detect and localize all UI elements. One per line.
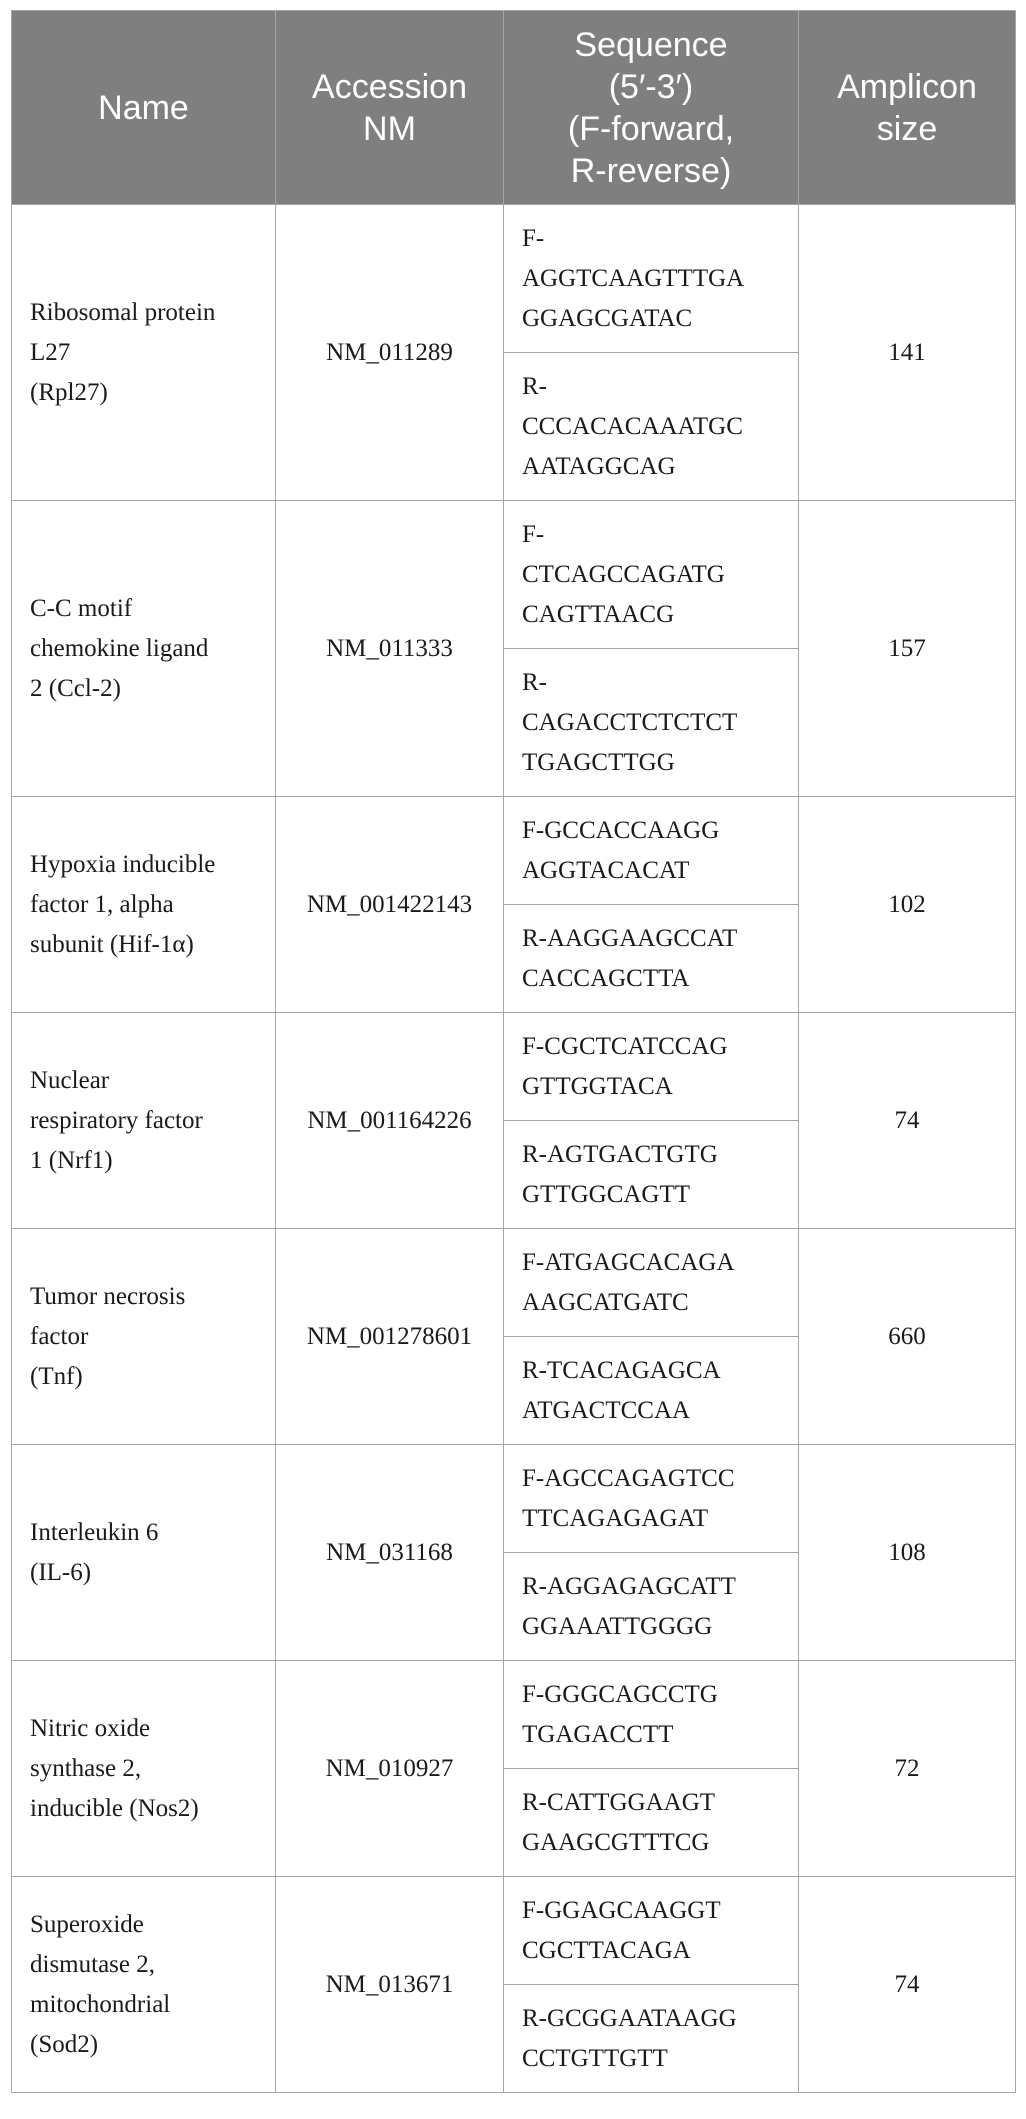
forward-primer-cell — [504, 1877, 799, 1985]
forward-primer-line: F- — [522, 520, 545, 548]
header-line: Sequence — [574, 25, 728, 64]
forward-primer-cell — [504, 1445, 799, 1553]
header-line: R-reverse) — [570, 151, 732, 190]
reverse-primer-line: CACCAGCTTA — [522, 964, 690, 992]
forward-primer-line: AAGCATGATC — [522, 1288, 689, 1316]
header-line: (F-forward, — [567, 109, 735, 148]
forward-primer-cell — [504, 1229, 799, 1337]
header-line: Name — [98, 88, 189, 127]
forward-primer-line: CGCTTACAGA — [522, 1936, 691, 1964]
gene-name-line: (Sod2) — [30, 2030, 99, 2058]
primer-table-container — [11, 10, 1015, 2093]
gene-name-line: (IL-6) — [30, 1558, 92, 1586]
gene-name-line: dismutase 2, — [30, 1950, 155, 1978]
gene-name-line: inducible (Nos2) — [30, 1794, 199, 1822]
table-row — [12, 1445, 1016, 1553]
forward-primer-line: F-ATGAGCACAGA — [522, 1248, 735, 1276]
reverse-primer-line: R- — [522, 668, 547, 696]
gene-name-cell — [12, 1661, 276, 1877]
gene-name-line: Tumor necrosis — [30, 1282, 186, 1310]
accession-cell: NM_001164226 — [276, 1013, 504, 1229]
amplicon-size-cell: 660 — [799, 1229, 1016, 1445]
reverse-primer-line: R-AGTGACTGTG — [522, 1140, 718, 1168]
forward-primer-line: F- — [522, 224, 545, 252]
reverse-primer-line: R-CATTGGAAGT — [522, 1788, 716, 1816]
gene-name-cell — [12, 797, 276, 1013]
gene-name-line: Superoxide — [30, 1910, 144, 1938]
reverse-primer-line: GGAAATTGGGG — [522, 1612, 713, 1640]
gene-name-cell — [12, 1877, 276, 2093]
gene-name-line: respiratory factor — [30, 1106, 203, 1134]
header-line: (5′-3′) — [608, 67, 694, 106]
forward-primer-line: F-GCCACCAAGG — [522, 816, 720, 844]
forward-primer-cell — [504, 1013, 799, 1121]
gene-name-line: chemokine ligand — [30, 634, 209, 662]
forward-primer-cell — [504, 797, 799, 905]
reverse-primer-line: AATAGGCAG — [522, 452, 676, 480]
forward-primer-cell — [504, 205, 799, 353]
reverse-primer-line: CCCACACAAATGC — [522, 412, 743, 440]
forward-primer-line: TTCAGAGAGAT — [522, 1504, 709, 1532]
forward-primer-line: GTTGGTACA — [522, 1072, 673, 1100]
forward-primer-line: GGAGCGATAC — [522, 304, 693, 332]
amplicon-size-cell: 74 — [799, 1013, 1016, 1229]
reverse-primer-cell — [504, 1553, 799, 1661]
gene-name-line: factor 1, alpha — [30, 890, 174, 918]
forward-primer-line: CTCAGCCAGATG — [522, 560, 725, 588]
gene-name-line: 2 (Ccl-2) — [30, 674, 121, 702]
table-row — [12, 1229, 1016, 1337]
reverse-primer-line: R-AAGGAAGCCAT — [522, 924, 738, 952]
amplicon-size-cell: 141 — [799, 205, 1016, 501]
header-name — [12, 11, 276, 205]
header-row — [12, 11, 1016, 205]
gene-name-cell — [12, 1229, 276, 1445]
forward-primer-line: F-CGCTCATCCAG — [522, 1032, 728, 1060]
forward-primer-cell — [504, 501, 799, 649]
gene-name-line: L27 — [30, 338, 71, 366]
reverse-primer-line: ATGACTCCAA — [522, 1396, 691, 1424]
gene-name-cell — [12, 1445, 276, 1661]
gene-name-cell — [12, 1013, 276, 1229]
table-row — [12, 1877, 1016, 1985]
accession-cell: NM_001422143 — [276, 797, 504, 1013]
reverse-primer-line: CCTGTTGTT — [522, 2044, 668, 2072]
gene-name-line: 1 (Nrf1) — [30, 1146, 113, 1174]
header-line: Accession — [312, 67, 467, 106]
forward-primer-line: F-GGGCAGCCTG — [522, 1680, 718, 1708]
forward-primer-line: TGAGACCTT — [522, 1720, 674, 1748]
accession-cell: NM_011333 — [276, 501, 504, 797]
header-line: NM — [363, 109, 416, 148]
gene-name-line: Ribosomal protein — [30, 298, 216, 326]
gene-name-line: factor — [30, 1322, 89, 1350]
amplicon-size-cell: 102 — [799, 797, 1016, 1013]
accession-cell: NM_011289 — [276, 205, 504, 501]
reverse-primer-cell — [504, 1985, 799, 2093]
gene-name-cell — [12, 205, 276, 501]
reverse-primer-cell — [504, 1337, 799, 1445]
amplicon-size-cell: 157 — [799, 501, 1016, 797]
reverse-primer-line: GTTGGCAGTT — [522, 1180, 691, 1208]
gene-name-line: Interleukin 6 — [30, 1518, 159, 1546]
gene-name-cell — [12, 501, 276, 797]
reverse-primer-cell — [504, 353, 799, 501]
gene-name-line: Nitric oxide — [30, 1714, 151, 1742]
reverse-primer-cell — [504, 905, 799, 1013]
reverse-primer-cell — [504, 1121, 799, 1229]
amplicon-size-cell: 72 — [799, 1661, 1016, 1877]
header-accession — [276, 11, 504, 205]
gene-name-line: subunit (Hif-1α) — [30, 930, 194, 958]
gene-name-line: synthase 2, — [30, 1754, 142, 1782]
gene-name-line: Hypoxia inducible — [30, 850, 216, 878]
accession-cell: NM_031168 — [276, 1445, 504, 1661]
forward-primer-line: F-GGAGCAAGGT — [522, 1896, 721, 1924]
table-row — [12, 1661, 1016, 1769]
amplicon-size-cell: 108 — [799, 1445, 1016, 1661]
reverse-primer-line: GAAGCGTTTCG — [522, 1828, 710, 1856]
table-row — [12, 501, 1016, 649]
gene-name-line: C-C motif — [30, 594, 133, 622]
reverse-primer-cell — [504, 649, 799, 797]
reverse-primer-line: TGAGCTTGG — [522, 748, 675, 776]
amplicon-size-cell: 74 — [799, 1877, 1016, 2093]
forward-primer-line: AGGTCAAGTTTGA — [522, 264, 745, 292]
header-amplicon-size — [799, 11, 1016, 205]
table-row — [12, 1013, 1016, 1121]
header-line: size — [876, 109, 938, 148]
gene-name-line: (Rpl27) — [30, 378, 108, 406]
accession-cell: NM_001278601 — [276, 1229, 504, 1445]
reverse-primer-line: R- — [522, 372, 547, 400]
gene-name-line: mitochondrial — [30, 1990, 171, 2018]
table-row — [12, 797, 1016, 905]
forward-primer-line: AGGTACACAT — [522, 856, 690, 884]
forward-primer-line: CAGTTAACG — [522, 600, 675, 628]
reverse-primer-line: R-TCACAGAGCA — [522, 1356, 721, 1384]
reverse-primer-line: CAGACCTCTCTCT — [522, 708, 738, 736]
reverse-primer-cell — [504, 1769, 799, 1877]
table-body — [12, 205, 1016, 2093]
reverse-primer-line: R-GCGGAATAAGG — [522, 2004, 737, 2032]
primer-table — [11, 10, 1016, 2093]
gene-name-line: (Tnf) — [30, 1362, 83, 1390]
gene-name-line: Nuclear — [30, 1066, 110, 1094]
accession-cell: NM_010927 — [276, 1661, 504, 1877]
forward-primer-cell — [504, 1661, 799, 1769]
accession-cell: NM_013671 — [276, 1877, 504, 2093]
forward-primer-line: F-AGCCAGAGTCC — [522, 1464, 735, 1492]
reverse-primer-line: R-AGGAGAGCATT — [522, 1572, 736, 1600]
header-line: Amplicon — [837, 67, 977, 106]
table-row — [12, 205, 1016, 353]
header-sequence — [504, 11, 799, 205]
